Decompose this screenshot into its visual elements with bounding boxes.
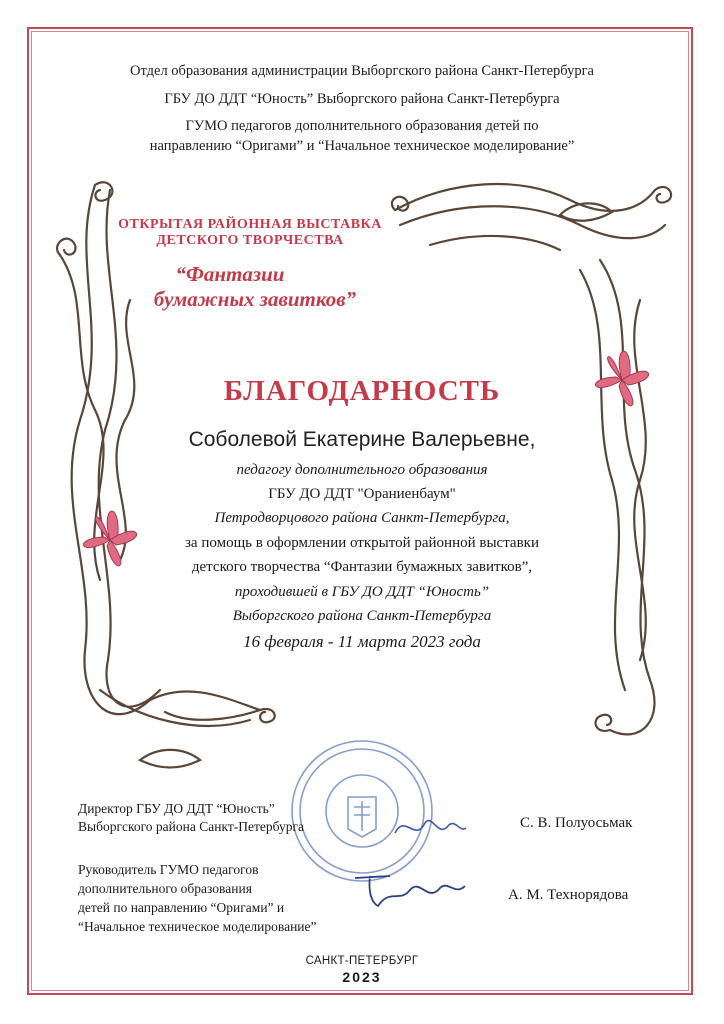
body-line-position: педагогу дополнительного образования (236, 462, 488, 478)
header-gumo-line1: ГУМО педагогов дополнительного образования детей по (185, 118, 539, 134)
body-line-exhibition: детского творчества “Фантазии бумажных завитков”, (191, 559, 533, 575)
body-line-venue: проходившей в ГБУ ДО ДДТ “Юность” (234, 584, 490, 600)
exhibition-name-line2: бумажных завитков” (153, 287, 357, 311)
bottom-left-spiral (260, 709, 275, 722)
top-right-flourish (430, 236, 560, 250)
right-flourish (580, 270, 625, 690)
head-title-line4: “Начальное техническое моделирование” (78, 919, 317, 934)
body-line-venue-district: Выборгского района Санкт-Петербурга (232, 608, 492, 624)
head-signature (350, 868, 470, 913)
head-title-line3: детей по направлению “Оригами” и (78, 900, 285, 915)
body-line-reason: за помощь в оформлении открытой районной выставки (185, 535, 539, 551)
director-name: С. В. Полуосьмак (520, 815, 633, 831)
left-spiral (57, 239, 75, 255)
exhibition-title-line1: ОТКРЫТАЯ РАЙОННАЯ ВЫСТАВКА (118, 217, 382, 232)
director-title-line2: Выборгского района Санкт-Петербурга (78, 819, 304, 834)
head-title-line1: Руководитель ГУМО педагогов (78, 862, 259, 877)
top-right-flourish (395, 184, 655, 211)
exhibition-name-line1: “Фантазии (175, 262, 285, 286)
footer-year: 2023 (342, 969, 382, 985)
exhibition-title-line2: ДЕТСКОГО ТВОРЧЕСТВА (156, 233, 344, 248)
document-title: БЛАГОДАРНОСТЬ (223, 375, 501, 407)
bottom-left-flourish (150, 691, 260, 719)
top-right-flourish (400, 206, 665, 238)
event-dates: 16 февраля - 11 марта 2023 года (243, 632, 481, 651)
director-signature (390, 808, 470, 848)
header-gumo-line2: направлению “Оригами” и “Начальное техническое моделирование” (149, 138, 575, 154)
director-title-line1: Директор ГБУ ДО ДДТ “Юность” (78, 801, 275, 816)
header-department: Отдел образования администрации Выборгского района Санкт-Петербурга (130, 63, 594, 79)
right-spiral (596, 715, 612, 731)
body-line-organization: ГБУ ДО ДДТ "Ораниенбаум" (268, 486, 456, 502)
header-institution: ГБУ ДО ДДТ “Юность” Выборгского района Санкт-Петербурга (164, 91, 560, 107)
leaf (140, 750, 200, 768)
head-title-line2: дополнительного образования (78, 881, 252, 896)
footer-city: САНКТ-ПЕТЕРБУРГ (305, 955, 419, 967)
bottom-left-flourish (100, 690, 250, 726)
head-name: А. М. Технорядова (508, 887, 629, 903)
body-line-district: Петродворцового района Санкт-Петербурга, (214, 510, 510, 526)
top-right-spiral (655, 187, 671, 203)
recipient-name: Соболевой Екатерине Валерьевне, (188, 428, 536, 451)
